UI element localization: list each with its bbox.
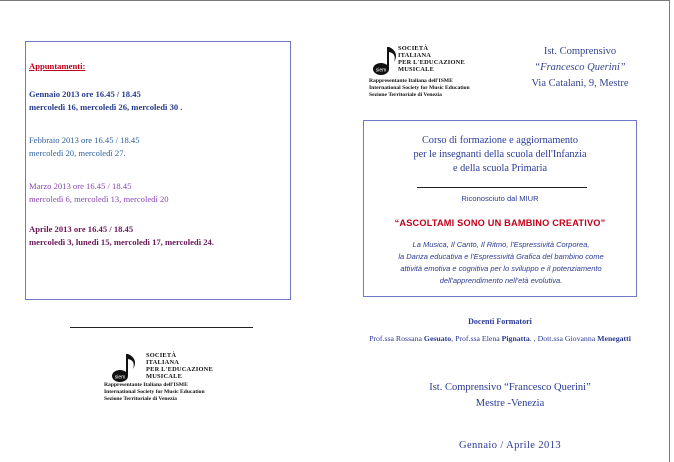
appointment-time: Marzo 2013 ore 16.45 / 18.45: [29, 181, 132, 191]
logo-org-sub: Rappresentante Italiana dell'ISME International Society for Music Education Sezione Territoriale di Venezia: [369, 78, 470, 98]
course-headline: “ASCOLTAMI SONO UN BAMBINO CREATIVO”: [394, 218, 606, 228]
siem-logo-top: [369, 45, 509, 105]
appointment-time: Gennaio 2013 ore 16.45 / 18.45: [29, 89, 141, 99]
appointment-block-february: [29, 134, 291, 160]
course-dates: Gennaio / Aprile 2013: [458, 440, 561, 451]
appointment-time: Aprile 2013 ore 16.45 / 18.45: [29, 224, 134, 234]
course-box: [363, 120, 637, 297]
page-edge-right: [669, 0, 670, 462]
music-note-icon: [108, 352, 142, 384]
school-name-bottom: Ist. Comprensivo “Francesco Querini”: [429, 382, 591, 393]
school-name: “Francesco Querini”: [534, 62, 626, 73]
siem-logo-bottom: [104, 352, 228, 402]
course-divider: [417, 187, 587, 188]
school-city: Mestre -Venezia: [475, 398, 545, 409]
trainers-title: Docenti Formatori: [468, 317, 532, 326]
left-divider: [70, 327, 253, 328]
appointment-block-april: [29, 223, 291, 249]
school-type: Ist. Comprensivo: [543, 46, 617, 57]
logo-mark-text: siem: [114, 374, 126, 381]
appointments-box: [25, 41, 291, 300]
appointment-block-january: [29, 88, 291, 114]
logo-mark-text: siem: [375, 67, 387, 74]
appointments-title: Appuntamenti:: [29, 61, 86, 71]
school-info-bottom: [380, 380, 640, 412]
page-edge-top: [0, 0, 669, 1]
logo-org-name: SOCIETÀ ITALIANA PER L'EDUCAZIONE MUSICALE: [146, 352, 213, 380]
miur-recognition: Riconosciuto dal MIUR: [461, 194, 539, 203]
appointment-time: Febbraio 2013 ore 16.45 / 18.45: [29, 135, 140, 145]
appointment-days: mercoledì 16, mercoledì 26, mercoledì 30 .: [29, 102, 183, 112]
school-info-top: [505, 44, 655, 92]
appointment-block-march: [29, 180, 291, 206]
appointment-days: mercoledì 6, mercoledì 13, mercoledì 20: [29, 194, 169, 204]
trainers-list: Prof.ssa Rossana Gesuato, Prof.ssa Elena Pignatta. , Dott.ssa Giovanna Menegatti: [369, 334, 631, 343]
course-title: Corso di formazione e aggiornamento per le insegnanti della scuola dell'Infanzia e della scuola Primaria: [413, 135, 587, 174]
appointment-days: mercoledì 20, mercoledì 27.: [29, 148, 126, 158]
logo-org-sub: Rappresentante Italiana dell'ISME International Society for Music Education Sezione Territoriale di Venezia: [104, 382, 205, 402]
school-address: Via Catalani, 9, Mestre: [531, 78, 629, 89]
appointment-days: mercoledì 3, lunedì 15, mercoledì 17, mercoledì 24.: [29, 237, 214, 247]
logo-org-name: SOCIETÀ ITALIANA PER L'EDUCAZIONE MUSICALE: [398, 45, 465, 73]
course-description: La Musica, Il Canto, Il Ritmo, l'Espressività Corporea, la Danza educativa e l'Espressività Grafica del bambino come attività emotiva e cognitiva per lo sviluppo e il potenziamento dell'apprendimento nell'età evolutiva.: [398, 240, 604, 285]
